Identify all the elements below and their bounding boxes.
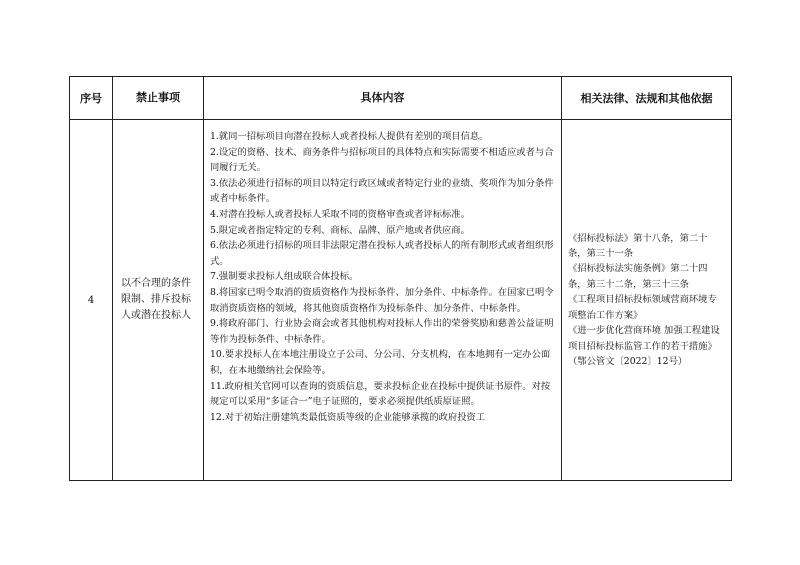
basis-item: 《招标投标法实施条例》第二十四条，第三十二条，第三十三条 [568, 263, 708, 290]
row-legal-basis-cell [562, 120, 732, 481]
content-item: 10.要求投标人在本地注册设立子公司、分公司、分支机构，在本地拥有一定办公面积，在本地缴纳社会保险等。 [210, 349, 551, 376]
table-row [70, 120, 732, 481]
header-prohibited-item: 禁止事项 [113, 77, 204, 120]
row-prohibited-item-cell [113, 120, 204, 481]
content-item: 12.对于初始注册建筑类最低资质等级的企业能够承揽的政府投资工 [210, 411, 486, 423]
header-legal-basis: 相关法律、法规和其他依据 [562, 77, 732, 120]
content-item: 1.就同一招标项目向潜在投标人或者投标人提供有差别的项目信息。 [210, 131, 489, 142]
table-header-row [70, 77, 732, 120]
content-item: 9.将政府部门、行业协会商会或者其他机构对投标人作出的荣誉奖励和慈善公益证明等作为投标条件、中标条件。 [210, 318, 554, 345]
content-item: 3.依法必须进行招标的项目以特定行政区域或者特定行业的业绩、奖项作为加分条件或者中标条件。 [210, 177, 554, 205]
header-serial-no: 序号 [70, 77, 113, 120]
content-item: 8.将国家已明令取消的资质资格作为投标条件、加分条件、中标条件。在国家已明令取消资质资格的领域，将其他资质资格作为投标条件、加分条件、中标条件。 [210, 286, 554, 314]
row-prohibited-item: 以不合理的条件限制、排斥投标人或潜在投标人 [121, 278, 191, 321]
content-item: 5.限定或者指定特定的专利、商标、品牌、原产地或者供应商。 [210, 224, 470, 236]
content-item: 7.强制要求投标人组成联合体投标。 [210, 271, 359, 283]
row-serial-no: 4 [70, 120, 113, 481]
basis-list [562, 231, 731, 370]
header-specific-content: 具体内容 [204, 77, 562, 120]
content-item: 2.设定的资格、技术、商务条件与招标项目的具体特点和实际需要不相适应或者与合同履行无关。 [210, 146, 554, 174]
content-item: 4.对潜在投标人或者投标人采取不同的资格审查或者评标标准。 [210, 208, 470, 220]
basis-item: 《招标投标法》第十八条，第二十条，第三十一条 [568, 232, 708, 260]
basis-item: 《工程项目招标投标领域营商环境专项整治工作方案》 [568, 294, 717, 321]
content-item: 6.依法必须进行招标的项目非法限定潜在投标人或者投标人的所有制形式或者组织形式。 [210, 240, 554, 267]
basis-item: 《进一步优化营商环境 加强工程建设项目招标投标监管工作的若干措施》（鄂公管文〔2022〕12号） [568, 325, 720, 367]
content-list [204, 120, 561, 425]
content-item: 11.政府相关官网可以查询的资质信息，要求投标企业在投标中提供证书原件。对按规定可以采用“多证合一”电子证照的，要求必须提供纸质原证照。 [210, 380, 551, 408]
restrictions-table [69, 76, 732, 481]
row-specific-content-cell [204, 120, 562, 481]
